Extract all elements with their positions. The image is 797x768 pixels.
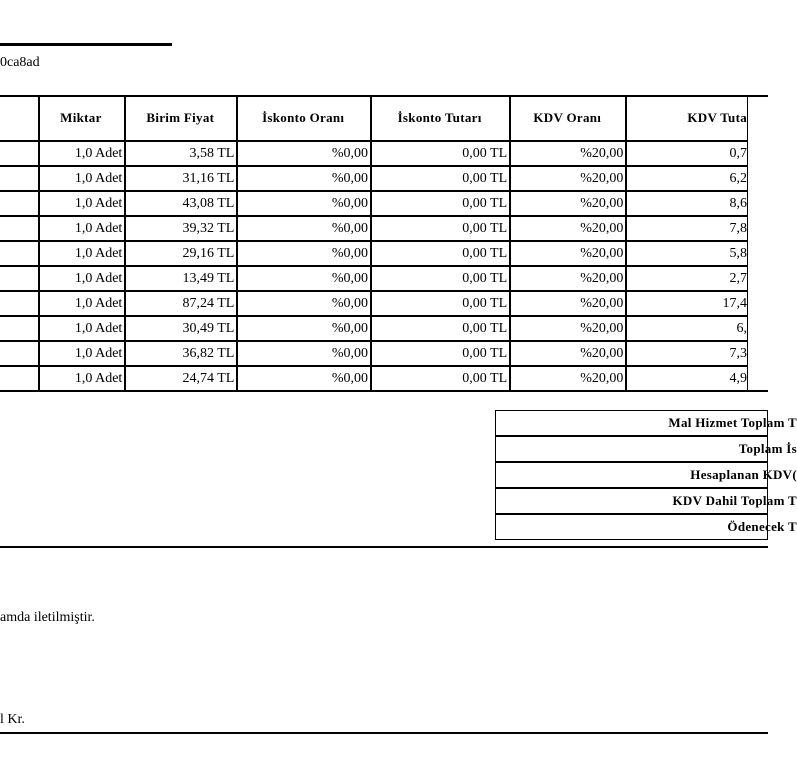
- totals-label-text: Toplam İs: [738, 441, 797, 456]
- vat-included-total-label: [495, 488, 797, 514]
- unit-price-cell: 24,74 TL: [125, 366, 237, 391]
- calculated-vat-label: [495, 462, 797, 488]
- section-rule: [0, 546, 768, 548]
- quantity-cell: 1,0 Adet: [39, 166, 126, 191]
- discount-amount-cell: 0,00 TL: [371, 191, 510, 216]
- quantity-cell: 1,0 Adet: [39, 366, 126, 391]
- totals-label-text: Ödenecek T: [727, 519, 797, 534]
- vat-amount-cell: 17,4: [626, 291, 748, 316]
- total-discount-label: [495, 436, 797, 462]
- vat-amount-cell: 7,3: [626, 341, 748, 366]
- unit-price-cell: 30,49 TL: [125, 316, 237, 341]
- quantity-cell: 1,0 Adet: [39, 291, 126, 316]
- unit-price-cell: 43,08 TL: [125, 191, 237, 216]
- table-row: [0, 266, 748, 291]
- totals-row: [495, 410, 768, 436]
- discount-rate-cell: %0,00: [237, 241, 371, 266]
- unit-price-cell: 3,58 TL: [125, 141, 237, 166]
- description-cell: [0, 341, 39, 366]
- discount-amount-cell: 0,00 TL: [371, 341, 510, 366]
- vat-amount-cell: 8,6: [626, 191, 748, 216]
- table-row: [0, 341, 748, 366]
- unit-price-cell: 31,16 TL: [125, 166, 237, 191]
- totals-row: [495, 488, 768, 514]
- description-cell: [0, 291, 39, 316]
- goods-services-total-label: [495, 410, 797, 436]
- unit-price-cell: 36,82 TL: [125, 341, 237, 366]
- unit-price-cell: 39,32 TL: [125, 216, 237, 241]
- document-id: 0ca8ad: [0, 55, 40, 70]
- unit-price-cell: 13,49 TL: [125, 266, 237, 291]
- table-row: [0, 191, 748, 216]
- totals-label-text: Mal Hizmet Toplam T: [668, 415, 797, 430]
- payable-total-label: [495, 514, 797, 540]
- table-row: [0, 141, 748, 166]
- quantity-cell: 1,0 Adet: [39, 241, 126, 266]
- discount-amount-cell: 0,00 TL: [371, 216, 510, 241]
- discount-amount-cell: 0,00 TL: [371, 141, 510, 166]
- unit-price-cell: 87,24 TL: [125, 291, 237, 316]
- quantity-cell: 1,0 Adet: [39, 141, 126, 166]
- unit-price-cell: 29,16 TL: [125, 241, 237, 266]
- description-cell: [0, 216, 39, 241]
- vat-amount-cell: 0,7: [626, 141, 748, 166]
- table-row: [0, 366, 748, 391]
- table-header-row: [0, 95, 748, 141]
- header-discount-amount: İskonto Tutarı: [371, 95, 510, 141]
- quantity-cell: 1,0 Adet: [39, 216, 126, 241]
- table-row: [0, 241, 748, 266]
- vat-rate-cell: %20,00: [510, 191, 626, 216]
- table-row: [0, 291, 748, 316]
- description-cell: [0, 316, 39, 341]
- totals-row: [495, 436, 768, 462]
- description-cell: [0, 191, 39, 216]
- table-row: [0, 216, 748, 241]
- header-quantity: Miktar: [39, 95, 126, 141]
- discount-rate-cell: %0,00: [237, 141, 371, 166]
- vat-rate-cell: %20,00: [510, 341, 626, 366]
- quantity-cell: 1,0 Adet: [39, 341, 126, 366]
- header-rule: [0, 43, 172, 46]
- discount-rate-cell: %0,00: [237, 266, 371, 291]
- description-cell: [0, 141, 39, 166]
- vat-rate-cell: %20,00: [510, 366, 626, 391]
- discount-amount-cell: 0,00 TL: [371, 366, 510, 391]
- header-cell-description: [0, 95, 39, 141]
- description-cell: [0, 366, 39, 391]
- description-cell: [0, 166, 39, 191]
- totals-row: [495, 514, 768, 540]
- discount-amount-cell: 0,00 TL: [371, 266, 510, 291]
- header-vat-amount: KDV Tuta: [626, 95, 748, 141]
- vat-amount-cell: 4,9: [626, 366, 748, 391]
- totals-label-text: Hesaplanan KDV(: [690, 467, 797, 482]
- table-row: [0, 316, 748, 341]
- header-unit-price: Birim Fiyat: [125, 95, 237, 141]
- footer-rule: [0, 732, 768, 734]
- vat-amount-cell: 2,7: [626, 266, 748, 291]
- table-row: [0, 166, 748, 191]
- vat-amount-cell: 5,8: [626, 241, 748, 266]
- vat-rate-cell: %20,00: [510, 166, 626, 191]
- amount-in-words: l Kr.: [0, 712, 25, 727]
- vat-amount-cell: 6,2: [626, 166, 748, 191]
- header-discount-rate: İskonto Oranı: [237, 95, 371, 141]
- description-cell: [0, 241, 39, 266]
- totals-table: [495, 410, 797, 540]
- table-bottom-rule: [0, 390, 768, 392]
- vat-rate-cell: %20,00: [510, 266, 626, 291]
- description-cell: [0, 266, 39, 291]
- discount-rate-cell: %0,00: [237, 216, 371, 241]
- quantity-cell: 1,0 Adet: [39, 191, 126, 216]
- quantity-cell: 1,0 Adet: [39, 266, 126, 291]
- discount-rate-cell: %0,00: [237, 341, 371, 366]
- delivery-note: amda iletilmiştir.: [0, 610, 95, 625]
- discount-amount-cell: 0,00 TL: [371, 291, 510, 316]
- discount-amount-cell: 0,00 TL: [371, 316, 510, 341]
- vat-rate-cell: %20,00: [510, 141, 626, 166]
- vat-rate-cell: %20,00: [510, 216, 626, 241]
- vat-rate-cell: %20,00: [510, 316, 626, 341]
- discount-rate-cell: %0,00: [237, 191, 371, 216]
- vat-amount-cell: 6,: [626, 316, 748, 341]
- header-vat-rate: KDV Oranı: [510, 95, 626, 141]
- totals-row: [495, 462, 768, 488]
- vat-rate-cell: %20,00: [510, 241, 626, 266]
- totals-label-text: KDV Dahil Toplam T: [672, 493, 797, 508]
- discount-rate-cell: %0,00: [237, 291, 371, 316]
- discount-rate-cell: %0,00: [237, 366, 371, 391]
- quantity-cell: 1,0 Adet: [39, 316, 126, 341]
- discount-rate-cell: %0,00: [237, 316, 371, 341]
- vat-rate-cell: %20,00: [510, 291, 626, 316]
- invoice-items-table: [0, 95, 748, 391]
- discount-amount-cell: 0,00 TL: [371, 241, 510, 266]
- discount-rate-cell: %0,00: [237, 166, 371, 191]
- vat-amount-cell: 7,8: [626, 216, 748, 241]
- discount-amount-cell: 0,00 TL: [371, 166, 510, 191]
